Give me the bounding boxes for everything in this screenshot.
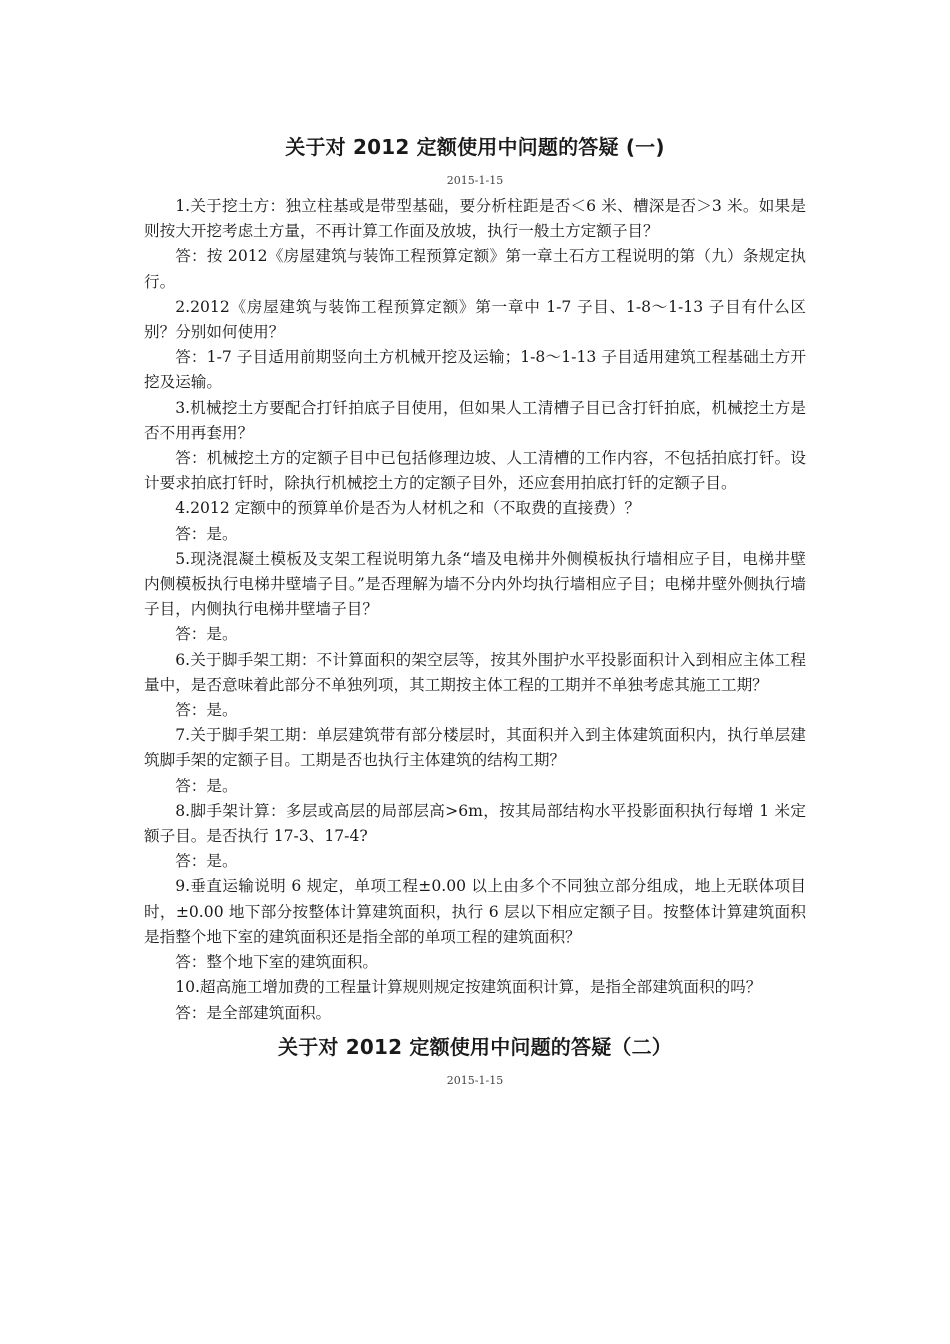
question-5: 5.现浇混凝土模板及支架工程说明第九条“墙及电梯井外侧模板执行墙相应子目，电梯井壁内侧模板执行电梯井壁墙子目。”是否理解为墙不分内外均执行墙相应子目；电梯井壁外侧执行墙子目，内侧执行电梯井壁墙子目？ — [144, 549, 806, 619]
question-7: 7.关于脚手架工期：单层建筑带有部分楼层时，其面积并入到主体建筑面积内，执行单层建筑脚手架的定额子目。工期是否也执行主体建筑的结构工期？ — [144, 726, 806, 770]
question-4: 4.2012 定额中的预算单价是否为人材机之和（不取费的直接费）？ — [175, 499, 641, 518]
question-9: 9.垂直运输说明 6 规定，单项工程±0.00 以上由多个不同独立部分组成，地上无联体项目时，±0.00 地下部分按整体计算建筑面积，执行 6 层以下相应定额子目。按整体计算建筑面积是指整个地下室的建筑面积还是指全部的单项工程的建筑面积？ — [144, 877, 806, 946]
answer-9: 答：整个地下室的建筑面积。 — [175, 953, 378, 972]
question-2: 2.2012《房屋建筑与装饰工程预算定额》第一章中 1-7 子目、1-8～1-13 子目有什么区别？分别如何使用？ — [144, 297, 806, 342]
answer-4: 答：是。 — [175, 524, 238, 543]
section2-title: 关于对 2012 定额使用中问题的答疑（二） — [278, 1034, 672, 1059]
question-6: 6.关于脚手架工期：不计算面积的架空层等，按其外围护水平投影面积计入到相应主体工程量中，是否意味着此部分不单独列项，其工期按主体工程的工期并不单独考虑其施工工期？ — [144, 650, 806, 694]
section1-date: 2015-1-15 — [446, 174, 504, 187]
section1-body — [144, 194, 806, 1026]
answer-8: 答：是。 — [175, 852, 238, 871]
question-10: 10.超高施工增加费的工程量计算规则规定按建筑面积计算，是指全部建筑面积的吗？ — [175, 978, 762, 997]
answer-5: 答：是。 — [175, 625, 238, 644]
section2-date: 2015-1-15 — [446, 1073, 504, 1087]
question-1: 1.关于挖土方：独立柱基或是带型基础，要分析柱距是否＜6 米、槽深是否＞3 米。如果是则按大开挖考虑土方量，不再计算工作面及放坡，执行一般土方定额子目？ — [144, 197, 806, 241]
question-8: 8.脚手架计算：多层或高层的局部层高>6m，按其局部结构水平投影面积执行每增 1 米定额子目。是否执行 17-3、17-4? — [144, 801, 806, 846]
answer-2: 答：1-7 子目适用前期竖向土方机械开挖及运输；1-8～1-13 子目适用建筑工程基础土方开挖及运输。 — [144, 348, 806, 392]
answer-3: 答：机械挖土方的定额子目中已包括修理边坡、人工清槽的工作内容，不包括拍底打钎。设计要求拍底打钎时，除执行机械挖土方的定额子目外，还应套用拍底打钎的定额子目。 — [144, 449, 806, 493]
question-3: 3.机械挖土方要配合打钎拍底子目使用，但如果人工清槽子目已含打钎拍底，机械挖土方是否不用再套用？ — [144, 398, 806, 442]
answer-6: 答：是。 — [175, 701, 238, 720]
answer-10: 答：是全部建筑面积。 — [175, 1003, 332, 1022]
answer-7: 答：是。 — [175, 776, 238, 795]
section1-title: 关于对 2012 定额使用中问题的答疑 (一) — [285, 135, 665, 159]
answer-1: 答：按 2012《房屋建筑与装饰工程预算定额》第一章土石方工程说明的第（九）条规定执行。 — [144, 247, 806, 291]
document-page — [144, 132, 806, 1094]
